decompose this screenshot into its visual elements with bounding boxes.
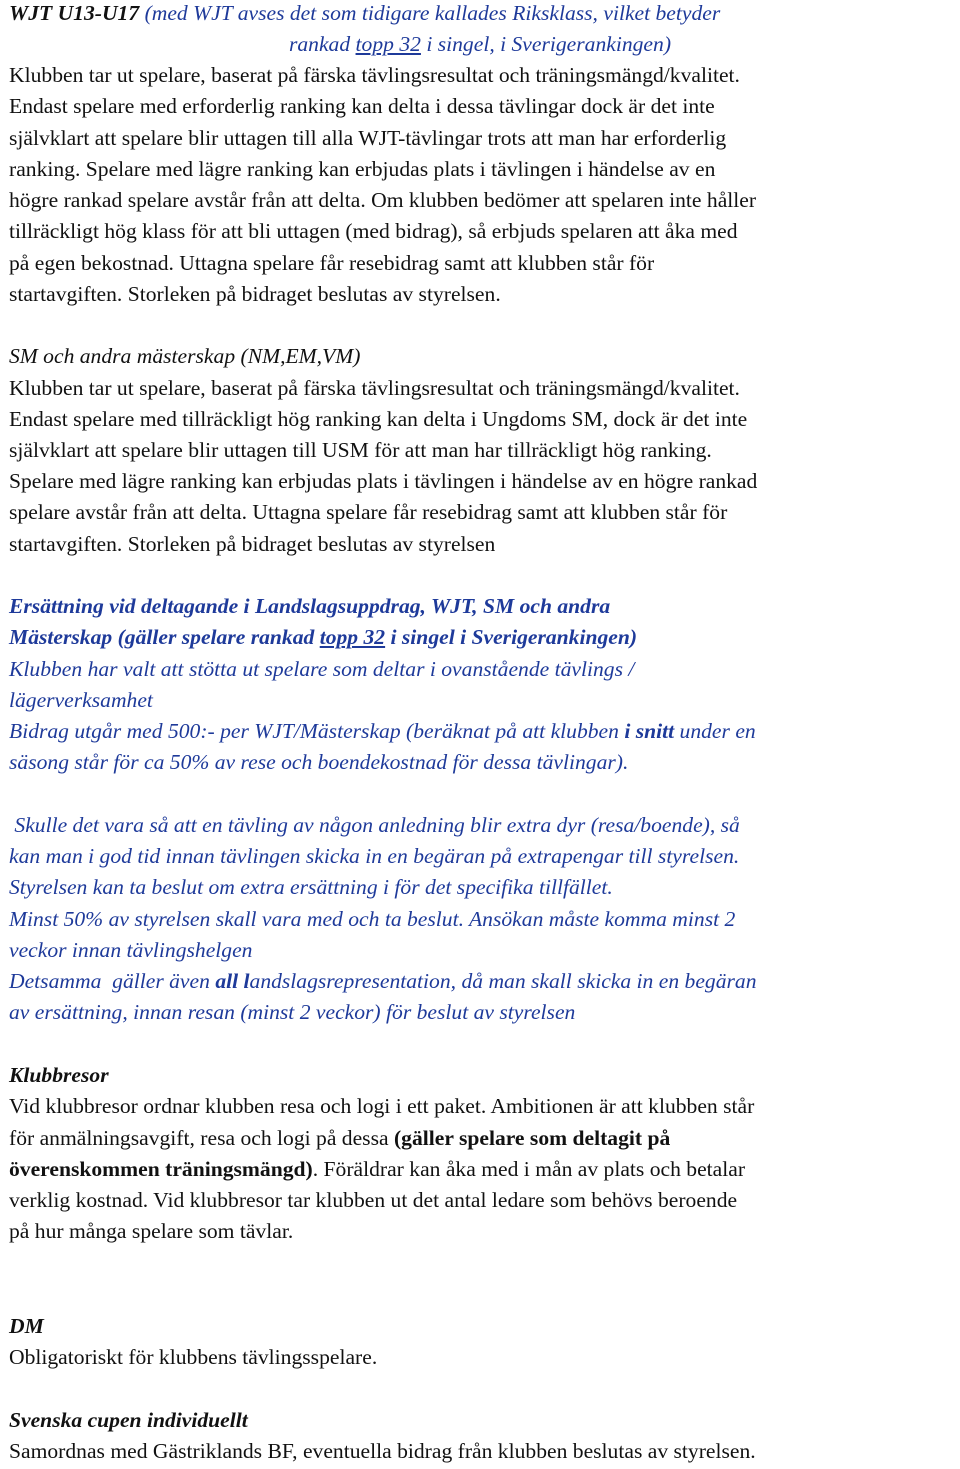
sm-heading: SM och andra mästerskap (NM,EM,VM) (9, 344, 361, 368)
klubbresor-line: verklig kostnad. Vid klubbresor tar klubben ut det antal ledare som behövs beroende (9, 1188, 738, 1212)
klubbresor-emphasis: (gäller spelare som deltagit på (393, 1126, 671, 1150)
ersattning-bidrag-line: Bidrag utgår med 500:- per WJT/Mästerskap (beräknat på att klubben i snitt under en (9, 719, 756, 743)
ersattning-line: lägerverksamhet (9, 688, 153, 712)
wjt-paragraph-line: på egen bekostnad. Uttagna spelare får resebidrag samt att klubben står för (9, 251, 655, 275)
sm-paragraph-line: spelare avstår från att delta. Uttagna spelare får resebidrag samt att klubben står för (9, 500, 728, 524)
wjt-paragraph-line: självklart att spelare blir uttagen till alla WJT-tävlingar trots att man har erforderlig (9, 126, 727, 150)
klubbresor-heading: Klubbresor (9, 1063, 109, 1087)
i-snitt-emphasis: i snitt (624, 719, 675, 743)
ersattning-line: säsong står för ca 50% av rese och boendekostnad för dessa tävlingar). (9, 750, 629, 774)
ersattning-heading: Ersättning vid deltagande i Landslagsuppdrag, WJT, SM och andra (9, 594, 611, 618)
klubbresor-line: överenskommen träningsmängd). Föräldrar kan åka med i mån av plats och betalar (9, 1157, 746, 1181)
extra-line: veckor innan tävlingshelgen (9, 938, 253, 962)
ersattning-heading-line-2: Mästerskap (gäller spelare rankad topp 32 i singel i Sverigerankingen) (9, 625, 638, 649)
cupen-line: Samordnas med Gästriklands BF, eventuella bidrag från klubben beslutas av styrelsen. (9, 1439, 756, 1463)
wjt-paragraph-line: startavgiften. Storleken på bidraget beslutas av styrelsen. (9, 282, 501, 306)
sm-paragraph-line: Klubben tar ut spelare, baserat på färska tävlingsresultat och träningsmängd/kvalitet. (9, 376, 740, 400)
wjt-heading-line (9, 0, 720, 27)
topp-32-link: topp 32 (319, 625, 386, 649)
extra-line: Minst 50% av styrelsen skall vara med och ta beslut. Ansökan måste komma minst 2 (9, 907, 736, 931)
klubbresor-line: på hur många spelare som tävlar. (9, 1219, 294, 1243)
all-l-emphasis: all l (215, 969, 250, 993)
extra-line: kan man i god tid innan tävlingen skicka in en begäran på extrapengar till styrelsen. (9, 844, 740, 868)
wjt-paragraph-line: tillräckligt hög klass för att bli uttagen (med bidrag), så erbjuds spelaren att åka med (9, 219, 738, 243)
dm-heading: DM (9, 1314, 44, 1338)
wjt-note: (med WJT avses det som tidigare kallades Riksklass, vilket betyder (144, 1, 721, 25)
extra-line: Skulle det vara så att en tävling av någon anledning blir extra dyr (resa/boende), så (9, 813, 740, 837)
klubbresor-line: för anmälningsavgift, resa och logi på dessa (gäller spelare som deltagit på (9, 1126, 671, 1150)
wjt-note-line-2: rankad topp 32 i singel, i Sverigerankingen) (288, 32, 672, 56)
klubbresor-line: Vid klubbresor ordnar klubben resa och logi i ett paket. Ambitionen är att klubben står (9, 1094, 755, 1118)
ersattning-line: Klubben har valt att stötta ut spelare som deltar i ovanstående tävlings / (9, 657, 635, 681)
extra-line: Styrelsen kan ta beslut om extra ersättning i för det specifika tillfället. (9, 875, 613, 899)
wjt-paragraph-line: högre rankad spelare avstår från att delta. Om klubben bedömer att spelaren inte håller (9, 188, 757, 212)
extra-landslag-line: Detsamma gäller även all landslagsrepresentation, då man skall skicka in en begäran (9, 969, 757, 993)
dm-line: Obligatoriskt för klubbens tävlingsspelare. (9, 1345, 378, 1369)
wjt-paragraph-line: Endast spelare med erforderlig ranking kan delta i dessa tävlingar dock är det inte (9, 94, 715, 118)
sm-paragraph-line: Endast spelare med tillräckligt hög ranking kan delta i Ungdoms SM, dock är det inte (9, 407, 748, 431)
sm-paragraph-line: startavgiften. Storleken på bidraget beslutas av styrelsen (9, 532, 496, 556)
wjt-paragraph-line: Klubben tar ut spelare, baserat på färska tävlingsresultat och träningsmängd/kvalitet. (9, 63, 740, 87)
sm-paragraph-line: självklart att spelare blir uttagen till USM för att man har tillräckligt hög ranking. (9, 438, 712, 462)
klubbresor-emphasis: överenskommen träningsmängd) (9, 1157, 313, 1181)
wjt-paragraph-line: ranking. Spelare med lägre ranking kan erbjudas plats i tävlingen i händelse av en (9, 157, 716, 181)
extra-line: av ersättning, innan resan (minst 2 veckor) för beslut av styrelsen (9, 1000, 576, 1024)
topp-32-link: topp 32 (355, 32, 421, 56)
wjt-heading: WJT U13-U17 (9, 1, 140, 25)
sm-paragraph-line: Spelare med lägre ranking kan erbjudas plats i tävlingen i händelse av en högre rankad (9, 469, 758, 493)
cupen-heading: Svenska cupen individuellt (9, 1408, 248, 1432)
